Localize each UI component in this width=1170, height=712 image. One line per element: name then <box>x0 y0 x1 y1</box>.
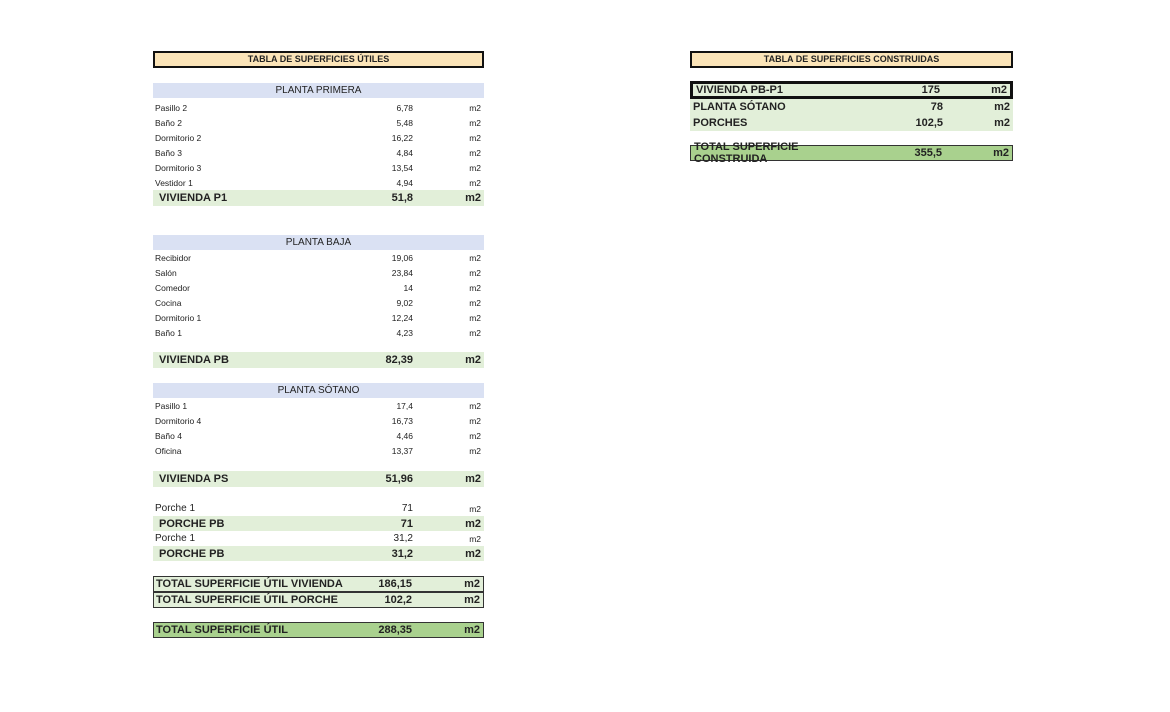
section-header-planta-primera: PLANTA PRIMERA <box>153 83 484 98</box>
row-unit: m2 <box>469 400 481 411</box>
row-name: PLANTA SÓTANO <box>693 101 786 113</box>
row-unit: m2 <box>469 162 481 173</box>
table-row <box>153 175 484 190</box>
row-name: Comedor <box>155 282 190 293</box>
table-row <box>153 130 484 145</box>
table-row <box>153 310 484 325</box>
row-unit: m2 <box>469 177 481 188</box>
row-unit: m2 <box>469 282 481 293</box>
row-value: 16,22 <box>391 132 413 143</box>
subtotal-value: 51,8 <box>391 192 413 204</box>
subtotal-vivienda-ps <box>153 471 484 487</box>
total-superficie-construida <box>690 141 1013 165</box>
porch-row <box>153 531 484 546</box>
row-unit: m2 <box>469 503 481 514</box>
subtotal-value: 82,39 <box>385 354 413 366</box>
planta-sotano-rows <box>153 398 484 458</box>
row-unit: m2 <box>469 533 481 544</box>
total-util-porche <box>153 592 484 608</box>
subtotal-name: VIVIENDA PB <box>159 354 229 366</box>
subtotal-name: VIVIENDA P1 <box>159 192 228 204</box>
row-value: 71 <box>401 503 413 514</box>
total-unit: m2 <box>464 594 480 606</box>
row-name: VIVIENDA PB-P1 <box>696 84 784 96</box>
porch-subtotal-row <box>153 546 484 561</box>
row-value: 19,06 <box>391 252 413 263</box>
subtotal-unit: m2 <box>465 473 481 485</box>
row-unit: m2 <box>469 132 481 143</box>
total-util-vivienda <box>153 576 484 592</box>
row-value: 78 <box>930 101 943 113</box>
total-unit: m2 <box>464 624 480 636</box>
built-area-table-title: TABLA DE SUPERFICIES CONSTRUIDAS <box>690 51 1013 68</box>
row-value: 13,37 <box>391 445 413 456</box>
row-value: 23,84 <box>391 267 413 278</box>
row-unit: m2 <box>465 517 481 530</box>
table-row <box>153 428 484 443</box>
useful-area-table-title: TABLA DE SUPERFICIES ÚTILES <box>153 51 484 68</box>
row-value: 31,2 <box>391 547 413 560</box>
table-row <box>153 265 484 280</box>
row-unit: m2 <box>991 84 1007 96</box>
total-name: TOTAL SUPERFICIE CONSTRUIDA <box>694 141 799 165</box>
subtotal-unit: m2 <box>465 354 481 366</box>
planta-baja-rows <box>153 250 484 340</box>
row-value: 4,23 <box>396 327 413 338</box>
row-name: Baño 1 <box>155 327 182 338</box>
row-unit: m2 <box>469 445 481 456</box>
row-name: PORCHE PB <box>159 517 225 530</box>
row-value: 71 <box>400 517 413 530</box>
row-value: 4,46 <box>396 430 413 441</box>
table-row <box>153 325 484 340</box>
row-name: Oficina <box>155 445 182 456</box>
table-row <box>153 443 484 458</box>
total-value: 102,2 <box>384 594 412 606</box>
total-unit: m2 <box>993 147 1009 159</box>
built-row-porches <box>690 115 1013 131</box>
row-unit: m2 <box>469 267 481 278</box>
row-name: Baño 2 <box>155 117 182 128</box>
subtotal-unit: m2 <box>465 192 481 204</box>
built-row-vivienda-pb-p1 <box>690 81 1013 99</box>
row-unit: m2 <box>469 327 481 338</box>
row-unit: m2 <box>465 547 481 560</box>
row-value: 102,5 <box>915 117 943 129</box>
row-name: Dormitorio 2 <box>155 132 202 143</box>
table-row <box>153 100 484 115</box>
table-row <box>153 145 484 160</box>
row-unit: m2 <box>469 252 481 263</box>
total-value: 186,15 <box>378 578 412 590</box>
row-value: 31,2 <box>393 533 413 544</box>
row-name: Porche 1 <box>155 503 196 514</box>
total-name: TOTAL SUPERFICIE ÚTIL PORCHE <box>156 594 338 606</box>
row-unit: m2 <box>469 117 481 128</box>
table-row <box>153 250 484 265</box>
total-unit: m2 <box>464 578 480 590</box>
porch-row <box>153 501 484 516</box>
row-unit: m2 <box>994 101 1010 113</box>
row-unit: m2 <box>469 430 481 441</box>
row-name: Dormitorio 1 <box>155 312 202 323</box>
total-value: 355,5 <box>914 147 942 159</box>
row-unit: m2 <box>469 312 481 323</box>
table-row <box>153 115 484 130</box>
row-name: Recibidor <box>155 252 191 263</box>
row-name: Pasillo 1 <box>155 400 188 411</box>
total-value: 288,35 <box>378 624 412 636</box>
section-header-planta-sotano: PLANTA SÓTANO <box>153 383 484 398</box>
subtotal-vivienda-p1 <box>153 190 484 206</box>
row-name: Baño 4 <box>155 430 182 441</box>
row-name: Salón <box>155 267 177 278</box>
section-header-planta-baja: PLANTA BAJA <box>153 235 484 250</box>
planta-primera-rows <box>153 100 484 190</box>
table-row <box>153 398 484 413</box>
table-row <box>153 160 484 175</box>
subtotal-vivienda-pb <box>153 352 484 368</box>
subtotal-name: VIVIENDA PS <box>159 473 229 485</box>
row-value: 5,48 <box>396 117 413 128</box>
row-value: 4,84 <box>396 147 413 158</box>
porch-subtotal-row <box>153 516 484 531</box>
row-name: Dormitorio 4 <box>155 415 202 426</box>
row-unit: m2 <box>469 102 481 113</box>
built-row-planta-sotano <box>690 99 1013 115</box>
subtotal-value: 51,96 <box>385 473 413 485</box>
row-unit: m2 <box>469 415 481 426</box>
total-name: TOTAL SUPERFICIE ÚTIL VIVIENDA <box>156 578 343 590</box>
row-value: 17,4 <box>396 400 413 411</box>
row-unit: m2 <box>994 117 1010 129</box>
table-row <box>153 413 484 428</box>
row-value: 16,73 <box>391 415 413 426</box>
row-value: 175 <box>921 84 940 96</box>
row-unit: m2 <box>469 147 481 158</box>
row-value: 6,78 <box>396 102 413 113</box>
row-name: PORCHE PB <box>159 547 225 560</box>
row-value: 9,02 <box>396 297 413 308</box>
total-name: TOTAL SUPERFICIE ÚTIL <box>156 624 289 636</box>
row-name: Baño 3 <box>155 147 182 158</box>
row-value: 12,24 <box>391 312 413 323</box>
row-value: 13,54 <box>391 162 413 173</box>
total-superficie-util <box>153 622 484 638</box>
row-name: Dormitorio 3 <box>155 162 202 173</box>
row-name: Porche 1 <box>155 533 196 544</box>
row-name: Cocina <box>155 297 182 308</box>
row-name: PORCHES <box>693 117 748 129</box>
table-row <box>153 295 484 310</box>
row-value: 4,94 <box>396 177 413 188</box>
row-name: Vestidor 1 <box>155 177 193 188</box>
row-unit: m2 <box>469 297 481 308</box>
row-value: 14 <box>403 282 413 293</box>
table-row <box>153 280 484 295</box>
row-name: Pasillo 2 <box>155 102 188 113</box>
